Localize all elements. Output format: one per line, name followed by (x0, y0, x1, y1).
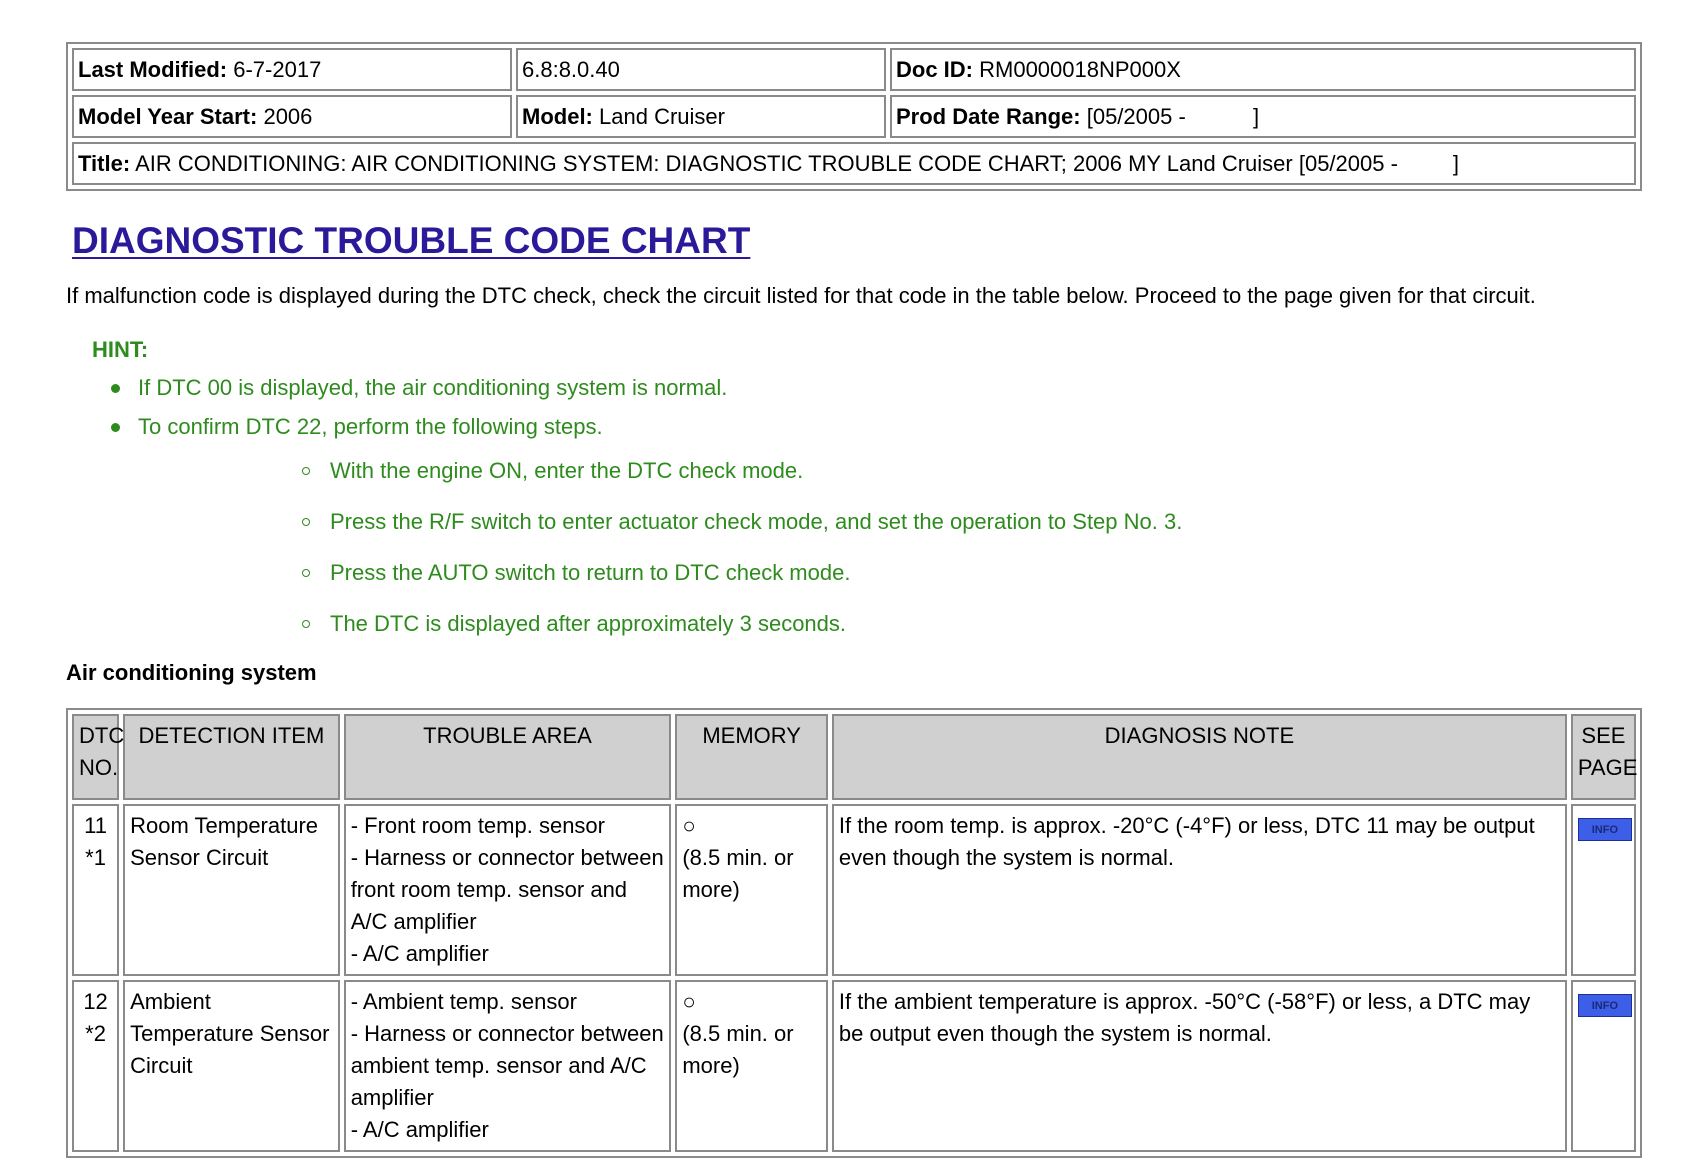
info-button[interactable]: INFO (1578, 994, 1632, 1017)
hint-list (66, 373, 1642, 639)
intro-paragraph: If malfunction code is displayed during the DTC check, check the circuit listed for that code in the table below. Proceed to the page given for that circuit. (66, 283, 1536, 308)
detection-item-cell: Ambient Temperature Sensor Circuit (123, 980, 340, 1152)
trouble-area-cell: - Ambient temp. sensor - Harness or connector between ambient temp. sensor and A/C amplifier - A/C amplifier (344, 980, 672, 1152)
page-title[interactable]: DIAGNOSTIC TROUBLE CODE CHART (72, 220, 751, 261)
header-memory: MEMORY (675, 714, 828, 800)
diagnosis-note-cell: If the room temp. is approx. -20°C (-4°F) or less, DTC 11 may be output even though the system is normal. (832, 804, 1567, 976)
trouble-area-cell: - Front room temp. sensor - Harness or connector between front room temp. sensor and A/C amplifier - A/C amplifier (344, 804, 672, 976)
info-button[interactable]: INFO (1578, 818, 1632, 841)
hint-step: Press the AUTO switch to return to DTC check mode. (138, 558, 1642, 588)
header-see-page: SEE PAGE (1571, 714, 1636, 800)
doc-id-cell: Doc ID: RM0000018NP000X (890, 48, 1636, 91)
hint-item: To confirm DTC 22, perform the following steps. With the engine ON, enter the DTC check mode. Press the R/F switch to enter actuator check mode, and set the operation to Step No. 3. Press the AUTO switch to return to DTC check mode. The DTC is displayed after approximately 3 seconds. (66, 412, 1642, 639)
hint-step: Press the R/F switch to enter actuator check mode, and set the operation to Step No. 3. (138, 507, 1642, 537)
see-page-cell (1571, 980, 1636, 1152)
header-detection-item: DETECTION ITEM (123, 714, 340, 800)
table-header-row (72, 714, 1636, 800)
hint-block (66, 337, 1642, 639)
last-modified-cell: Last Modified: 6-7-2017 (72, 48, 512, 91)
table-row (72, 804, 1636, 976)
see-page-cell (1571, 804, 1636, 976)
section-title: Air conditioning system (66, 660, 317, 685)
dtc-number-cell: 11 *1 (72, 804, 119, 976)
header-trouble-area: TROUBLE AREA (344, 714, 672, 800)
memory-cell: ○ (8.5 min. or more) (675, 980, 828, 1152)
model-year-cell: Model Year Start: 2006 (72, 95, 512, 138)
document-page (66, 42, 1642, 1158)
dtc-table (66, 708, 1642, 1158)
header-dtc-no: DTC NO. (72, 714, 119, 800)
hint-steps-list (138, 456, 1642, 639)
document-title-cell: Title: AIR CONDITIONING: AIR CONDITIONING SYSTEM: DIAGNOSTIC TROUBLE CODE CHART; 2006 MY Land Cruiser [05/2005 - ] (72, 142, 1636, 185)
hint-item: If DTC 00 is displayed, the air conditioning system is normal. (66, 373, 1642, 403)
hint-step: With the engine ON, enter the DTC check mode. (138, 456, 1642, 486)
hint-label: HINT: (92, 337, 149, 362)
header-diagnosis-note: DIAGNOSIS NOTE (832, 714, 1567, 800)
table-row (72, 980, 1636, 1152)
diagnosis-note-cell: If the ambient temperature is approx. -50°C (-58°F) or less, a DTC may be output even though the system is normal. (832, 980, 1567, 1152)
version-cell: 6.8:8.0.40 (516, 48, 886, 91)
detection-item-cell: Room Temperature Sensor Circuit (123, 804, 340, 976)
document-meta-table (66, 42, 1642, 191)
dtc-number-cell: 12 *2 (72, 980, 119, 1152)
hint-step: The DTC is displayed after approximately 3 seconds. (138, 609, 1642, 639)
model-cell: Model: Land Cruiser (516, 95, 886, 138)
prod-date-range-cell: Prod Date Range: [05/2005 - ] (890, 95, 1636, 138)
memory-cell: ○ (8.5 min. or more) (675, 804, 828, 976)
